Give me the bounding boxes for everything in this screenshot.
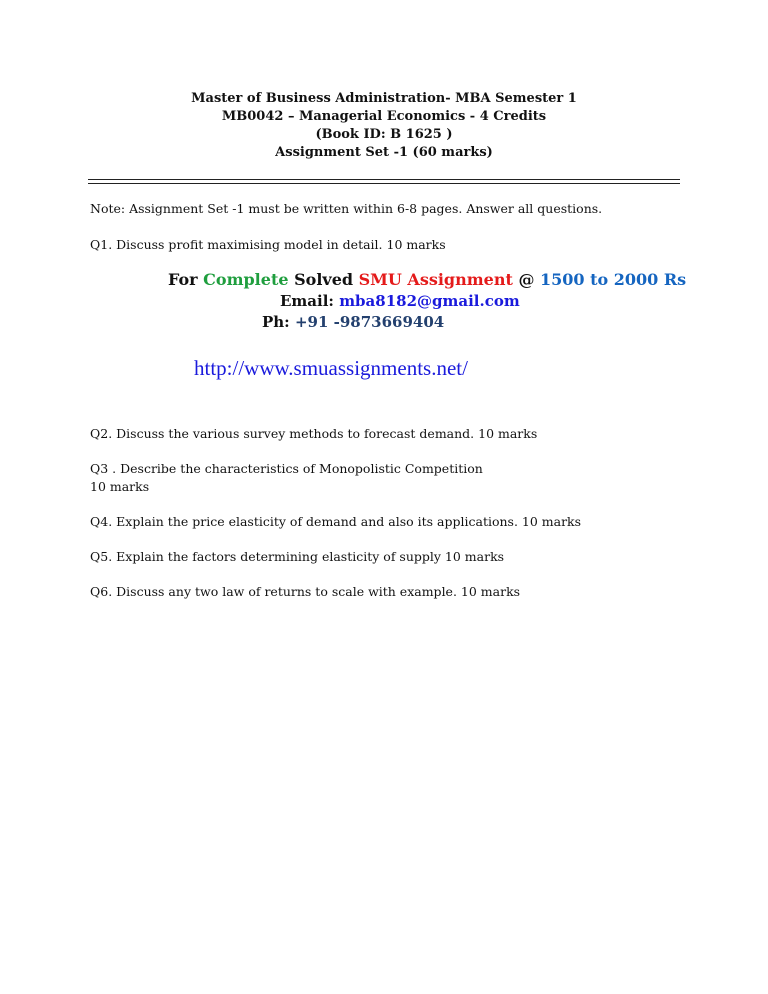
promo-complete: Complete xyxy=(203,270,289,289)
question-5: Q5. Explain the factors determining elasticity of supply 10 marks xyxy=(90,549,505,564)
promo-at: @ xyxy=(512,270,541,289)
header-book-id: (Book ID: B 1625 ) xyxy=(315,127,453,142)
header-divider-top xyxy=(88,179,680,180)
question-6: Q6. Discuss any two law of returns to scale with example. 10 marks xyxy=(90,584,521,599)
promo-price: 1500 to 2000 Rs xyxy=(540,270,687,289)
header-divider-bottom xyxy=(88,183,680,184)
website-link[interactable]: http://www.smuassignments.net/ xyxy=(194,356,468,380)
document-header xyxy=(0,90,768,162)
header-course: MB0042 – Managerial Economics - 4 Credits xyxy=(221,109,547,124)
question-3: Q3 . Describe the characteristics of Monopolistic Competition xyxy=(90,461,483,476)
email-label: Email: xyxy=(280,292,340,310)
email-address[interactable]: mba8182@gmail.com xyxy=(339,292,520,310)
header-assignment-set: Assignment Set -1 (60 marks) xyxy=(275,145,493,160)
header-program: Master of Business Administration- MBA Semester 1 xyxy=(191,91,577,106)
question-3-marks: 10 marks xyxy=(90,479,150,494)
promo-solved: Solved xyxy=(288,270,359,289)
promo-smu-assignment: SMU Assignment xyxy=(358,270,513,289)
question-1: Q1. Discuss profit maximising model in detail. 10 marks xyxy=(90,237,446,252)
question-2: Q2. Discuss the various survey methods to forecast demand. 10 marks xyxy=(90,426,538,441)
phone-label: Ph: xyxy=(262,313,295,331)
phone-number: +91 -9873669404 xyxy=(294,313,445,331)
promo-email-line xyxy=(280,292,520,310)
promo-for: For xyxy=(168,270,204,289)
question-4: Q4. Explain the price elasticity of demand and also its applications. 10 marks xyxy=(90,514,582,529)
promo-phone-line xyxy=(262,313,444,331)
promo-line xyxy=(168,270,686,289)
assignment-note: Note: Assignment Set -1 must be written within 6-8 pages. Answer all questions. xyxy=(90,201,603,216)
